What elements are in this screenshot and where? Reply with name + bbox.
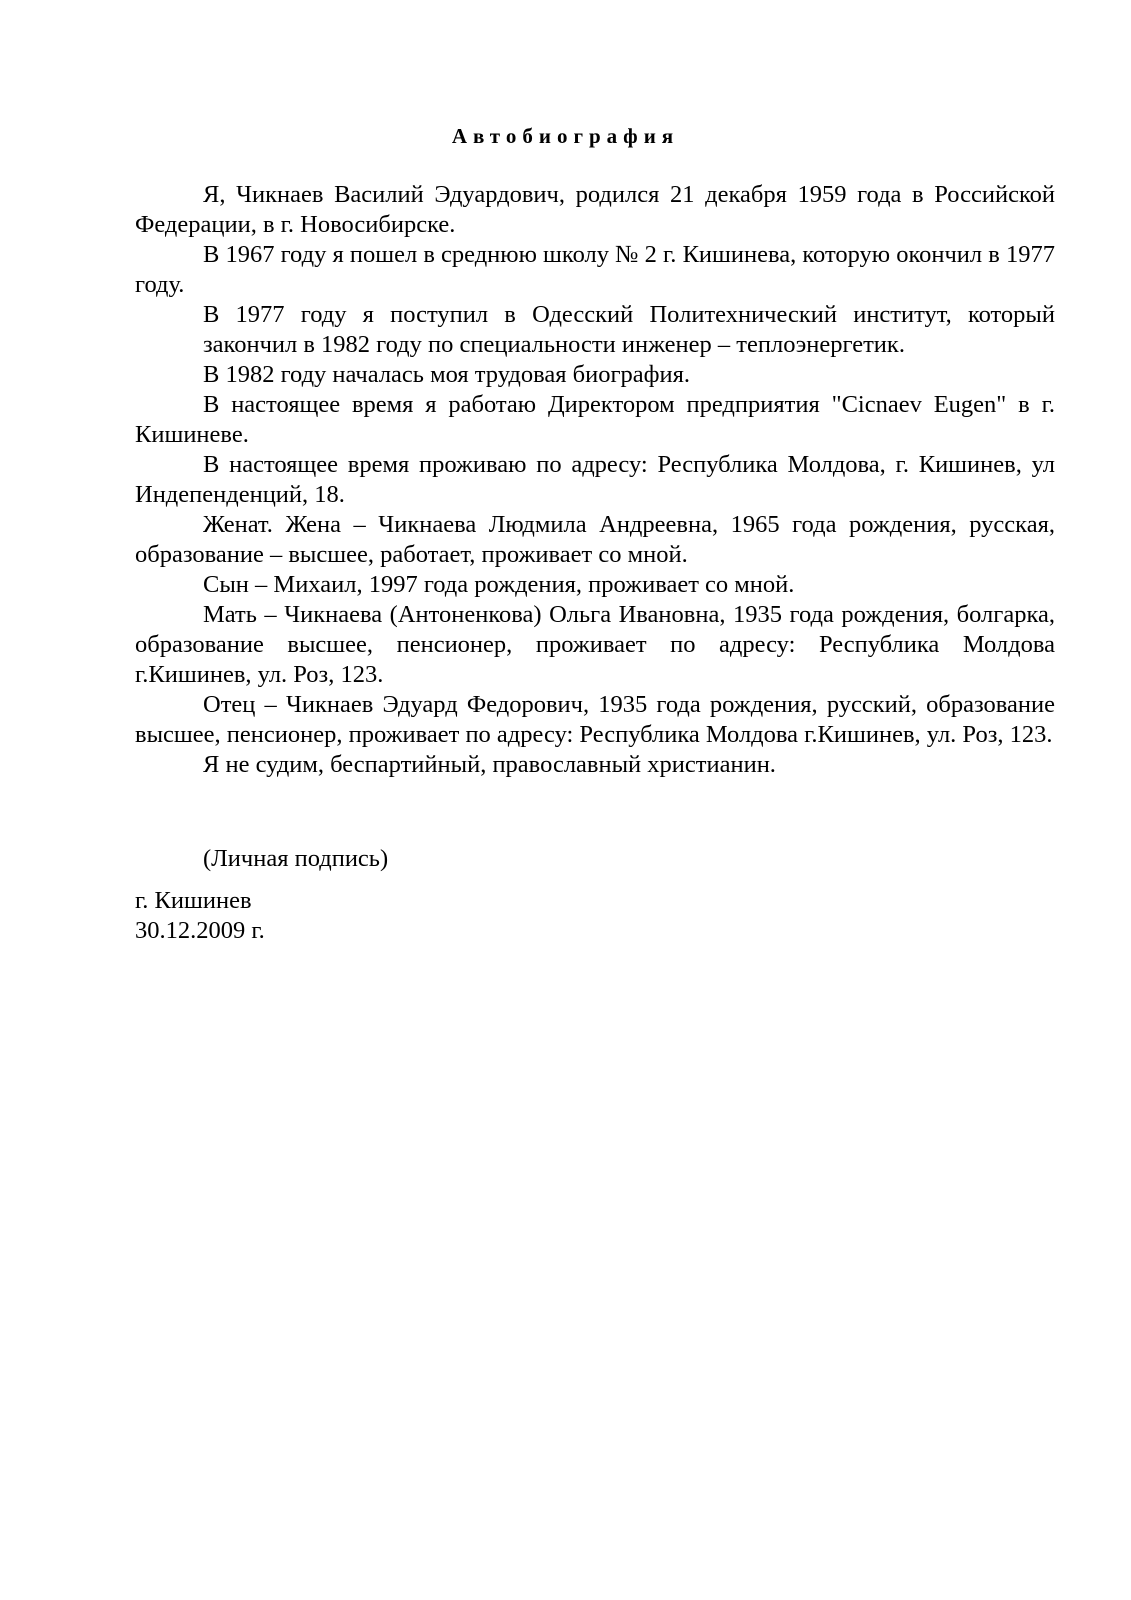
document-date: 30.12.2009 г. [135,917,265,944]
paragraph-son: Сын – Михаил, 1997 года рождения, проживает со мной. [203,571,795,598]
signature-placeholder: (Личная подпись) [203,845,389,872]
paragraph-status: Я не судим, беспартийный, православный христианин. [203,751,776,778]
paragraph-father: Отец – Чикнаев Эдуард Федорович, 1935 года рождения, русский, образование высшее, пенсионер, проживает по адресу: Республика Молдова г.Кишинев, ул. Роз, 123. [135,691,1055,748]
paragraph-birth: Я, Чикнаев Василий Эдуардович, родился 21 декабря 1959 года в Российской Федерации, в г. Новосибирске. [135,181,1055,238]
paragraph-career-start: В 1982 году началась моя трудовая биография. [203,361,691,388]
document-body [135,180,1055,780]
paragraph-school: В 1967 году я пошел в среднюю школу № 2 г. Кишинева, которую окончил в 1977 году. [135,241,1055,298]
paragraph-mother: Мать – Чикнаева (Антоненкова) Ольга Ивановна, 1935 года рождения, болгарка, образование высшее, пенсионер, проживает по адресу: Республика Молдова г.Кишинев, ул. Роз, 123. [135,601,1055,688]
paragraph-institute: В 1977 году я поступил в Одесский Политехнический институт, который закончил в 1982 году по специальности инженер – теплоэнергетик. [203,301,1055,358]
document-place: г. Кишинев [135,887,252,914]
paragraph-wife: Женат. Жена – Чикнаева Людмила Андреевна, 1965 года рождения, русская, образование – высшее, работает, проживает со мной. [135,511,1055,568]
paragraph-address: В настоящее время проживаю по адресу: Республика Молдова, г. Кишинев, ул Индепенденций, 18. [135,451,1055,508]
paragraph-current-job: В настоящее время я работаю Директором предприятия "Cicnaev Eugen" в г. Кишиневе. [135,391,1055,448]
place-date-block [135,886,265,946]
document-title: Автобиография [451,124,680,148]
